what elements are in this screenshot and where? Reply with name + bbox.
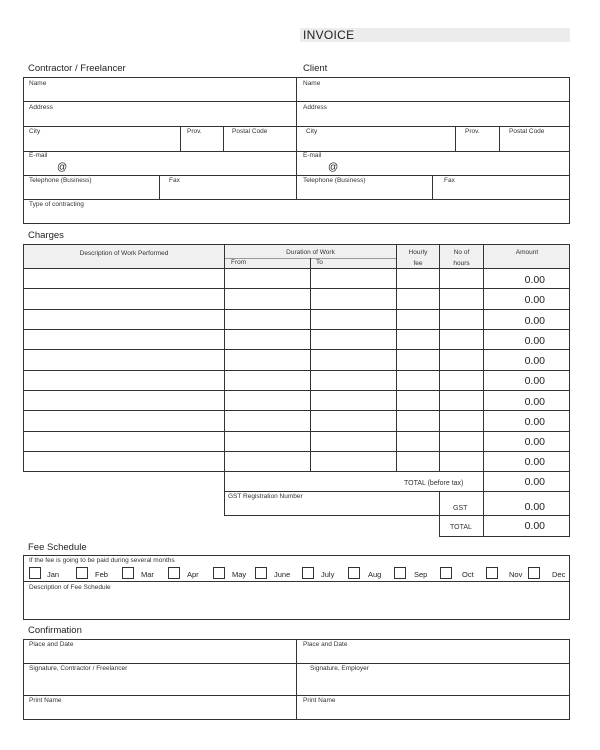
- client-email-field[interactable]: E-mail: [303, 152, 322, 159]
- amount-cell[interactable]: 0.00: [524, 294, 545, 306]
- contractor-signature-field[interactable]: Signature, Contractor / Freelancer: [29, 665, 128, 672]
- divider: [455, 126, 456, 151]
- month-checkbox[interactable]: [528, 567, 540, 579]
- month-checkbox[interactable]: [168, 567, 180, 579]
- contractor-heading: Contractor / Freelancer: [28, 63, 126, 74]
- month-checkbox[interactable]: [348, 567, 360, 579]
- gst-registration-field[interactable]: GST Registration Number: [228, 493, 303, 500]
- col-hours: No of: [453, 249, 470, 256]
- client-address-field[interactable]: Address: [303, 104, 327, 111]
- divider: [23, 329, 570, 330]
- amount-cell[interactable]: 0.00: [524, 375, 545, 387]
- month-checkbox[interactable]: [213, 567, 225, 579]
- at-symbol: @: [328, 162, 339, 173]
- contractor-place-date-field[interactable]: Place and Date: [29, 641, 74, 648]
- contractor-prov-field[interactable]: Prov.: [187, 128, 202, 135]
- divider: [180, 126, 181, 151]
- type-of-contracting-field[interactable]: Type of contracting: [29, 201, 84, 208]
- col-amount: Amount: [515, 249, 539, 256]
- month-checkbox[interactable]: [76, 567, 88, 579]
- divider: [23, 390, 570, 391]
- divider: [439, 244, 440, 472]
- total-before-tax-value: 0.00: [524, 476, 545, 488]
- col-from: From: [231, 259, 247, 266]
- month-checkbox[interactable]: [486, 567, 498, 579]
- amount-cell[interactable]: 0.00: [524, 436, 545, 448]
- divider: [223, 126, 224, 151]
- employer-print-name-field[interactable]: Print Name: [303, 697, 336, 704]
- amount-cell[interactable]: 0.00: [524, 335, 545, 347]
- month-checkbox[interactable]: [255, 567, 267, 579]
- client-name-field[interactable]: Name: [303, 80, 321, 87]
- month-checkbox[interactable]: [122, 567, 134, 579]
- contractor-address-field[interactable]: Address: [29, 104, 53, 111]
- confirmation-heading: Confirmation: [28, 625, 82, 636]
- amount-cell[interactable]: 0.00: [524, 315, 545, 327]
- employer-signature-field[interactable]: Signature, Employer: [310, 665, 369, 672]
- month-label: May: [232, 570, 247, 579]
- divider: [432, 175, 433, 199]
- total-before-tax-label: TOTAL (before tax): [404, 480, 464, 487]
- employer-place-date-field[interactable]: Place and Date: [303, 641, 348, 648]
- month-label: Feb: [95, 570, 108, 579]
- fee-schedule-heading: Fee Schedule: [28, 542, 87, 553]
- amount-cell[interactable]: 0.00: [524, 274, 545, 286]
- divider: [396, 244, 397, 472]
- divider: [23, 370, 570, 371]
- month-label: Dec: [552, 570, 566, 579]
- gst-label: GST: [453, 505, 468, 512]
- contractor-postal-field[interactable]: Postal Code: [232, 128, 268, 135]
- divider: [483, 244, 484, 472]
- amount-cell[interactable]: 0.00: [524, 396, 545, 408]
- charges-heading: Charges: [28, 230, 64, 241]
- contractor-print-name-field[interactable]: Print Name: [29, 697, 62, 704]
- month-label: Nov: [509, 570, 523, 579]
- amount-cell[interactable]: 0.00: [524, 416, 545, 428]
- client-telephone-field[interactable]: Telephone (Business): [303, 177, 366, 184]
- month-checkbox[interactable]: [302, 567, 314, 579]
- divider: [23, 309, 570, 310]
- col-hourly-fee: fee: [413, 260, 423, 267]
- contractor-email-field[interactable]: E-mail: [29, 152, 48, 159]
- month-label: Aug: [368, 570, 382, 579]
- month-checkbox[interactable]: [29, 567, 41, 579]
- total-label: TOTAL: [450, 524, 472, 531]
- invoice-title: INVOICE: [300, 28, 570, 42]
- divider: [224, 244, 225, 472]
- contractor-telephone-field[interactable]: Telephone (Business): [29, 177, 92, 184]
- amount-cell[interactable]: 0.00: [524, 456, 545, 468]
- divider: [296, 639, 297, 720]
- at-symbol: @: [57, 162, 68, 173]
- divider: [23, 199, 570, 200]
- month-label: Jan: [47, 570, 60, 579]
- month-label: June: [274, 570, 291, 579]
- divider: [439, 515, 570, 516]
- month-checkbox[interactable]: [394, 567, 406, 579]
- divider: [23, 410, 570, 411]
- client-postal-field[interactable]: Postal Code: [509, 128, 545, 135]
- month-label: Oct: [462, 570, 474, 579]
- divider: [499, 126, 500, 151]
- contractor-city-field[interactable]: City: [29, 128, 41, 135]
- col-hourly: Hourly: [408, 249, 428, 256]
- total-value: 0.00: [524, 520, 545, 532]
- divider: [23, 581, 570, 582]
- divider: [310, 258, 311, 472]
- client-city-field[interactable]: City: [306, 128, 318, 135]
- month-label: Sep: [414, 570, 428, 579]
- contractor-name-field[interactable]: Name: [29, 80, 47, 87]
- col-duration: Duration of Work: [286, 249, 335, 256]
- fee-description-field[interactable]: Description of Fee Schedule: [29, 584, 111, 591]
- divider: [159, 175, 160, 199]
- divider: [23, 431, 570, 432]
- client-prov-field[interactable]: Prov.: [465, 128, 480, 135]
- col-to: To: [316, 259, 323, 266]
- col-hours-unit: hours: [453, 260, 470, 267]
- month-label: Mar: [141, 570, 154, 579]
- divider: [23, 349, 570, 350]
- divider: [23, 451, 570, 452]
- divider: [296, 77, 297, 199]
- gst-value: 0.00: [524, 501, 545, 513]
- month-label: Apr: [187, 570, 199, 579]
- month-label: July: [321, 570, 335, 579]
- fee-note: If the fee is going to be paid during several months: [29, 557, 175, 564]
- client-heading: Client: [303, 63, 328, 74]
- divider: [23, 268, 570, 269]
- divider: [23, 288, 570, 289]
- charges-table: [23, 244, 570, 472]
- divider: [483, 491, 484, 537]
- client-fax-field[interactable]: Fax: [444, 177, 455, 184]
- month-checkbox[interactable]: [440, 567, 452, 579]
- contractor-fax-field[interactable]: Fax: [169, 177, 180, 184]
- amount-cell[interactable]: 0.00: [524, 355, 545, 367]
- col-description: Description of Work Performed: [79, 250, 169, 257]
